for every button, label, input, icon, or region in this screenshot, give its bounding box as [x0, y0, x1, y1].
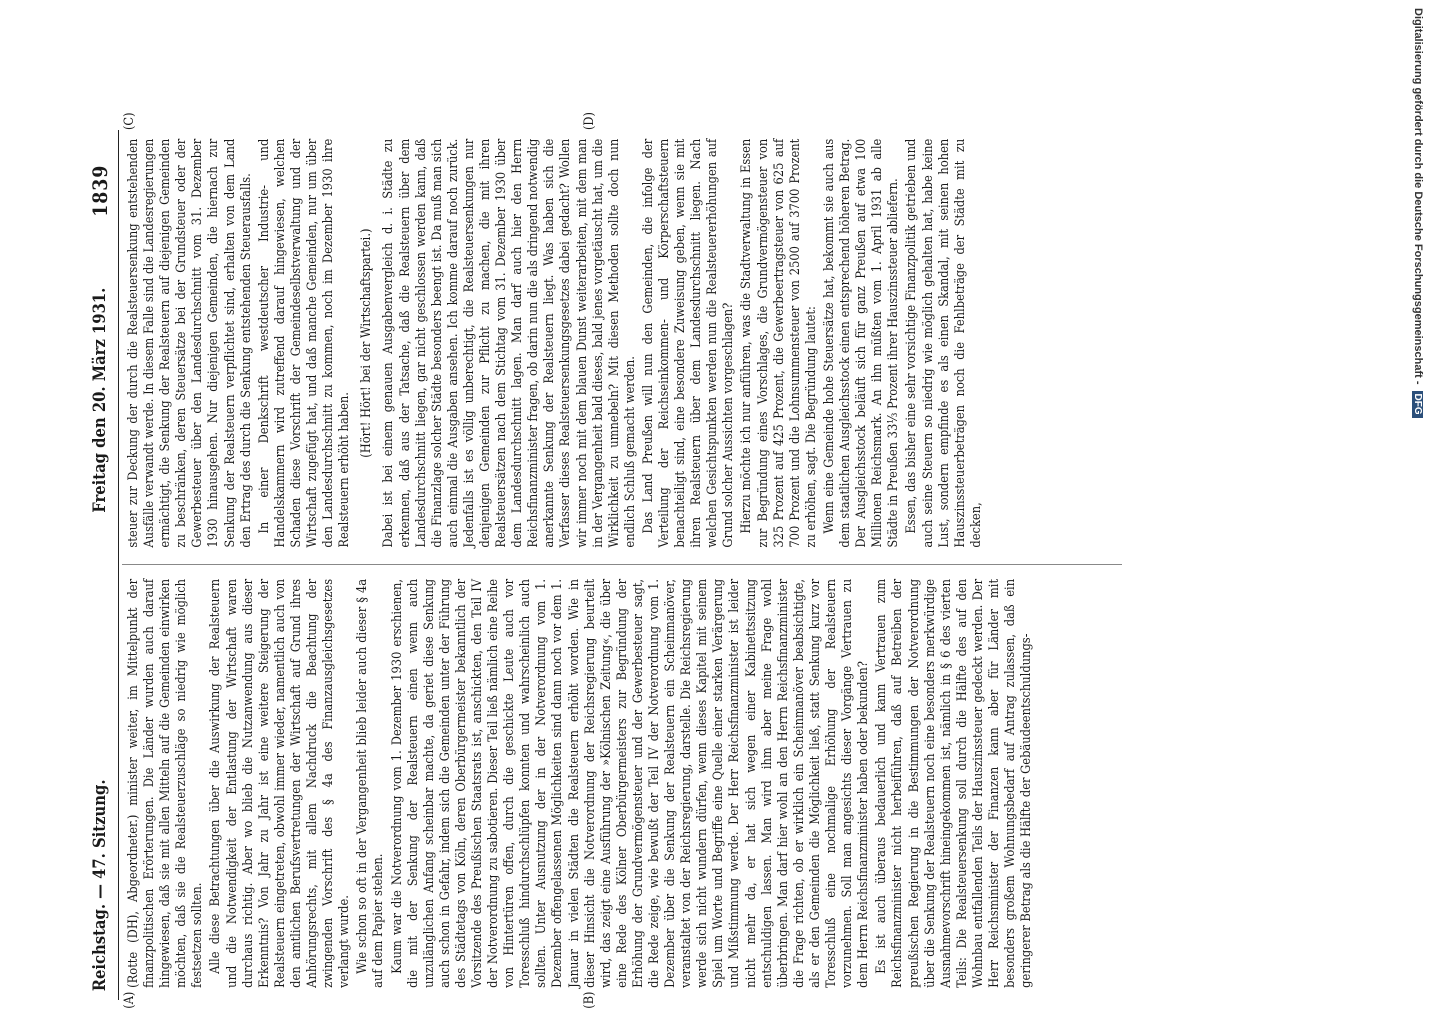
- digitization-credit: [1412, 8, 1424, 418]
- header-date: Freitag den 20. März 1931.: [90, 287, 110, 513]
- margin-marker-d: (D): [582, 112, 597, 130]
- paragraph: Kaum war die Notverordnung vom 1. Dezember 1930 erschienen, die mit der Senkung der Realsteuern einen wenn auch unzulänglichen Anfang scheinbar machte, da geriet diese Senkung auch schon in Gefahr, indem sich die Gemeinden unter der Führung des Städtetags von Köln, deren Oberbürgermeister bekanntlich der Vorsitzende des Preußischen Staatsrats ist, anschickten, den Teil IV der Notverordnung zu sabotieren. Dieser Teil ließ nämlich eine Reihe von Hintertüren offen, durch die geschickte Leute auch vor Toresschluß hindurchschlüpfen konnten und wahrscheinlich auch sollten. Unter Ausnutzung der in der Notverordnung vom 1. Dezember offengelassenen Möglichkeiten sind dann noch vor dem 1. Januar in vielen Städten die Realsteuern erhöht worden. Wie in dieser Hinsicht die Notverordnung der Reichsregierung beurteilt wird, das zeigt eine Ausführung der »Kölnischen Zeitung«, die über eine Rede des Kölner Oberbürgermeisters zur Begründung der Erhöhung der Grundvermögensteuer und der Gewerbesteuer sagt, die Rede zeige, wie bewußt der Teil IV der Notverordnung vom 1. Dezember über die Senkung der Realsteuern ein Scheinmanöver, veranstaltet von der Reichsregierung, darstelle. Die Reichsregierung werde sich nicht wundern dürfen, wenn dieses Kapitel mit seinem Spiel um Worte und Begriffe eine Quelle einer starken Verärgerung und Mißstimmung werde. Der Herr Reichsfinanzminister ist leider nicht mehr da, er hat sich wegen einer Kabinettssitzung entschuldigen lassen. Man wird ihm aber meine Frage wohl überbringen. Man darf hier wohl an den Herrn Reichsfinanzminister die Frage richten, ob er wirklich ein Scheinmanöver beabsichtigte, als er den Gemeinden die Möglichkeit ließ, statt Senkung kurz vor Toresschluß eine nochmalige Erhöhung der Realsteuern vorzunehmen. Soll man angesichts dieser Vorgänge Vertrauen zu dem Herrn Reichsfinanzminister haben oder bekunden?: [389, 578, 872, 988]
- paragraph: steuer zur Deckung der durch die Realsteuersenkung entstehenden Ausfälle verwandt werde. In diesem Falle sind die Landesregierungen ermächtigt, die Senkung der Realsteuern auf diejenigen Gemeinden zu beschränken, deren Steuersätze bei der Grundsteuer oder der Gewerbesteuer über den Landesdurchschnitt vom 31. Dezember 1930 hinausgehen. Nur diejenigen Gemeinden, die hiernach zur Senkung der Realsteuern verpflichtet sind, erhalten von dem Land den Ertrag des durch die Senkung entstehenden Steuerausfalls.: [126, 138, 254, 548]
- header-session-title: Reichstag. — 47. Sitzung.: [90, 779, 110, 992]
- interjection: (Hört! Hört! bei der Wirtschaftspartei.): [359, 228, 375, 458]
- quoted-paragraph: Wenn eine Gemeinde hohe Steuersätze hat, bekommt sie auch aus dem staatlichen Ausgleichsstock einen entsprechend höheren Betrag. Der Ausgleichsstock beläuft sich für ganz Preußen auf etwa 100 Millionen Reichsmark. An ihn müßten vom 1. April 1931 ab alle Städte in Preußen 33⅓ Prozent ihrer Hauszinssteuer abliefern.: [821, 138, 902, 548]
- paragraph: Alle diese Betrachtungen über die Auswirkung der Realsteuern und die Notwendigkeit der Entlastung der Wirtschaft waren durchaus richtig. Aber wo blieb die Nutzanwendung aus dieser Erkenntnis? Von Jahr zu Jahr ist eine weitere Steigerung der Realsteuern eingetreten, obwohl immer wieder, namentlich auch von den amtlichen Berufsvertretungen der Wirtschaft auf Grund ihres Anhörungsrechts, mit allem Nachdruck die Beachtung der zwingenden Vorschrift des § 4a des Finanzausgleichsgesetzes verlangt wurde.: [208, 578, 353, 988]
- text-column-right: [126, 139, 987, 548]
- paragraph: In einer Denkschrift westdeutscher Industrie- und Handelskammern wird zutreffend darauf hingewiesen, welchen Schaden diese Vorschrift der Gemeindeselbstverwaltung und der Wirtschaft zugefügt hat, und daß manche Gemeinden, nur um über den Landesdurchschnitt zu kommen, noch im Dezember 1930 ihre Realsteuern erhöht haben.: [256, 138, 353, 548]
- margin-marker-c: (C): [122, 112, 137, 130]
- digitization-credit-text: Digitalisierung gefördert durch die Deutsche Forschungsgemeinschaft -: [1412, 8, 1424, 385]
- dfg-logo: DFG: [1412, 391, 1423, 418]
- paragraph: Hierzu möchte ich nur anführen, was die Stadtverwaltung in Essen zur Begründung eines Vorschlages, die Grundvermögensteuer von 325 Prozent auf 425 Prozent, die Gewerbeertragsteuer von 625 auf 700 Prozent und die Lohnsummensteuer von 2500 auf 3700 Prozent zu erhöhen, sagt. Die Begründung lautet:: [739, 138, 819, 548]
- paragraph: (Rotte (DH), Abgeordneter.) minister weiter, im Mittelpunkt der finanzpolitischen Erörterungen. Die Länder wurden auch darauf hingewiesen, daß sie mit allen Mitteln auf die Gemeinden einwirken möchten, daß sie die Realsteuerzuschläge so niedrig wie möglich festsetzen sollten.: [126, 578, 206, 988]
- paragraph: Wie schon so oft in der Vergangenheit blieb leider auch dieser § 4a auf dem Papier stehen.: [355, 578, 387, 988]
- column-divider: [122, 564, 1122, 565]
- margin-marker-b: (B): [582, 991, 597, 1009]
- paragraph: Es ist auch überaus bedauerlich und kann Vertrauen zum Reichsfinanzminister nicht herbeiführen, daß auf Betreiben der preußischen Regierung in die Bestimmungen der Notverordnung über die Senkung der Realsteuern noch eine besonders merkwürdige Ausnahmevorschrift hineingekommen ist, nämlich in § 6 des vierten Teils: Die Realsteuersenkung soll durch die Hälfte des auf den Wohnbau entfallenden Teils der Hauszinssteuer gedeckt werden. Der Herr Reichsminister der Finanzen kann aber für Länder mit besonders großem Wohnungsbedarf auf Antrag zulassen, daß ein geringerer Betrag als die Hälfte der Gebäudeentschuldungs-: [874, 578, 1035, 988]
- margin-marker-a: (A): [122, 991, 137, 1009]
- page-number: 1839: [88, 164, 112, 217]
- paragraph: Das Land Preußen will nun den Gemeinden, die infolge der Verteilung der Reichseinkommen- und Körperschaftsteuern benachteiligt sind, eine besondere Zuweisung geben, wenn sie mit ihren Realsteuern über dem Landesdurchschnitt liegen. Nach welchen Gesichtspunkten werden nun die Realsteuererhöhungen auf Grund solcher Aussichten vorgeschlagen?: [640, 138, 737, 548]
- page-header: [82, 130, 119, 1000]
- rotated-document-page: [82, 112, 1232, 1009]
- paragraph: Essen, das bisher eine sehr vorsichtige Finanzpolitik getrieben und auch seine Steuern so niedrig wie möglich gehalten hat, habe keine Lust, sondern empfinde es als einen Skandal, mit seinen hohen Hauszinssteuerbeträgen noch die Fehlbeträge der Städte mit zu decken,: [904, 138, 984, 548]
- text-column-left: [126, 579, 1037, 988]
- paragraph: Dabei ist bei einem genauen Ausgabenvergleich d. i. Städte zu erkennen, daß aus der Tatsache, daß die Realsteuern über dem Landesdurchschnitt liegen, gar nicht geschlossen werden kann, daß die Finanzlage solcher Städte besonders beengt ist. Da muß man sich auch einmal die Ausgaben ansehen. Ich komme darauf noch zurück. Jedenfalls ist es völlig unberechtigt, die Realsteuersenkungen nur denjenigen Gemeinden zur Pflicht zu machen, die mit ihren Realsteuersätzen nach dem Stichtag vom 31. Dezember 1930 über dem Landesdurchschnitt lagen. Man darf auch hier den Herrn Reichsfinanzminister fragen, ob darin nun die als dringend notwendig anerkannte Senkung der Realsteuern liegt. Was haben sich die Verfasser dieses Realsteuersenkungsgesetzes dabei gedacht? Wollen wir immer noch mit dem blauen Dunst weiterarbeiten, mit dem man in der Vergangenheit bald dieses, bald jenes vorgetäuscht hat, um die Wirklichkeit zu umnebeln? Mit diesen Methoden sollte doch nun endlich Schluß gemacht werden.: [381, 138, 638, 548]
